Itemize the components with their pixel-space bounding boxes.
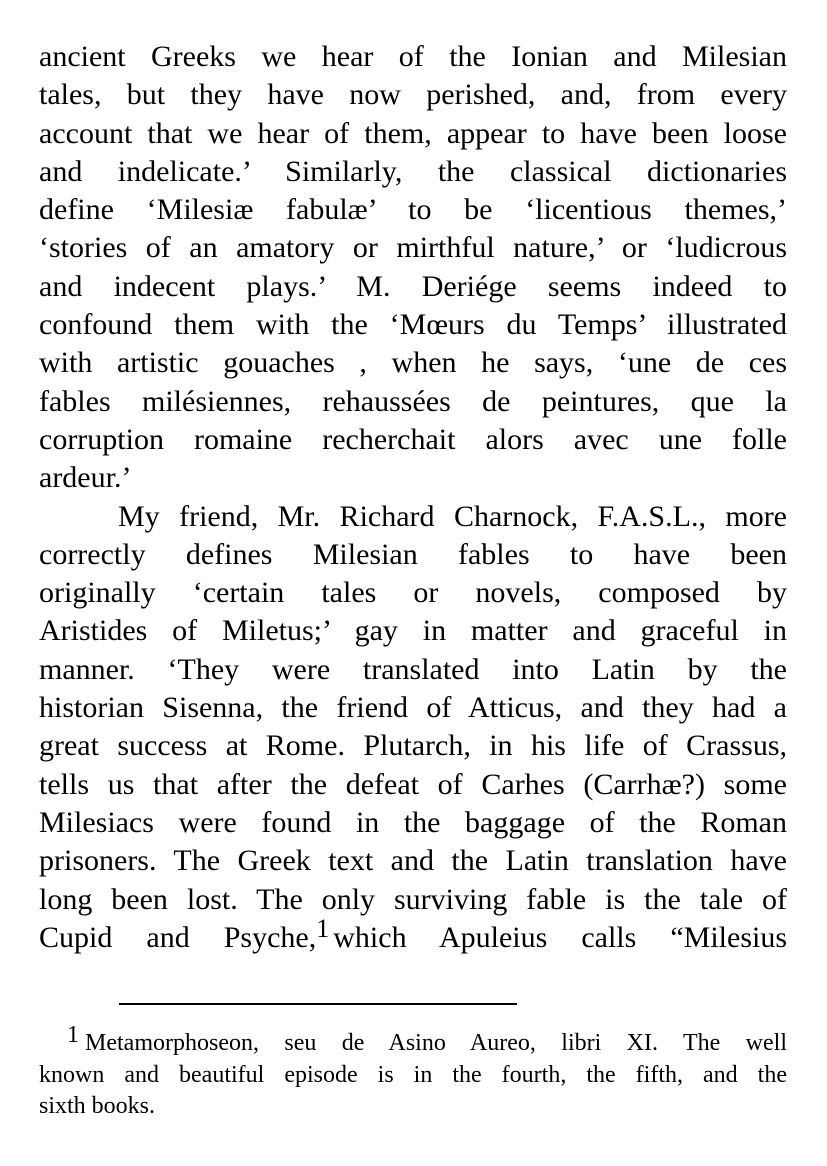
text-line: tells us that after the defeat of Carhes (Carrhæ?) some (39, 767, 787, 801)
footnote-line: known and beautiful episode is in the fourth, the fifth, and the (39, 1061, 787, 1088)
footnote-line (39, 1022, 787, 1060)
text-fragment: Cupid and Psyche, (39, 920, 317, 954)
text-line: ‘stories of an amatory or mirthful nature,’ or ‘ludicrous (39, 231, 787, 265)
text-line: Milesiacs were found in the baggage of the Roman (39, 805, 787, 839)
text-fragment: which Apuleius calls “Milesius (333, 920, 788, 954)
text-line-with-footnote-ref (39, 913, 788, 957)
footnote-text: Metamorphoseon, seu de Asino Aureo, libri XI. The well (85, 1030, 787, 1056)
text-line: Aristides of Miletus;’ gay in matter and graceful in (39, 614, 787, 648)
text-line: correctly defines Milesian fables to have been (39, 537, 787, 571)
main-text (39, 38, 787, 957)
text-line: manner. ‘They were translated into Latin by the (39, 652, 787, 686)
page-body (39, 38, 787, 957)
footnote (39, 1022, 787, 1123)
footnote-divider (119, 1003, 517, 1005)
text-line: long been lost. The only surviving fable is the tale of (39, 882, 787, 916)
text-line: great success at Rome. Plutarch, in his life of Crassus, (39, 729, 787, 763)
text-line: fables milésiennes, rehaussées de peintures, que la (39, 384, 787, 418)
footnote-reference[interactable]: 1 (316, 913, 330, 943)
text-line: originally ‘certain tales or novels, composed by (39, 576, 787, 610)
text-line: prisoners. The Greek text and the Latin translation have (39, 844, 787, 878)
text-line: ardeur.’ (39, 461, 132, 495)
text-line: define ‘Milesiæ fabulæ’ to be ‘licentious themes,’ (39, 193, 787, 227)
footnote-mark: 1 (67, 1022, 79, 1048)
text-line: with artistic gouaches , when he says, ‘une de ces (39, 346, 787, 380)
text-line: account that we hear of them, appear to have been loose (39, 116, 787, 150)
text-line: and indecent plays.’ M. Deriége seems indeed to (39, 269, 787, 303)
text-line: corruption romaine recherchait alors avec une folle (39, 422, 787, 456)
text-line: My friend, Mr. Richard Charnock, F.A.S.L., more (118, 499, 787, 533)
text-line: ancient Greeks we hear of the Ionian and Milesian (39, 40, 787, 73)
footnote-line: sixth books. (39, 1093, 156, 1119)
text-line: confound them with the ‘Mœurs du Temps’ illustrated (39, 308, 787, 342)
text-line: and indelicate.’ Similarly, the classical dictionaries (39, 154, 787, 188)
text-line: historian Sisenna, the friend of Atticus, and they had a (39, 691, 787, 725)
text-line: tales, but they have now perished, and, from every (39, 78, 787, 112)
